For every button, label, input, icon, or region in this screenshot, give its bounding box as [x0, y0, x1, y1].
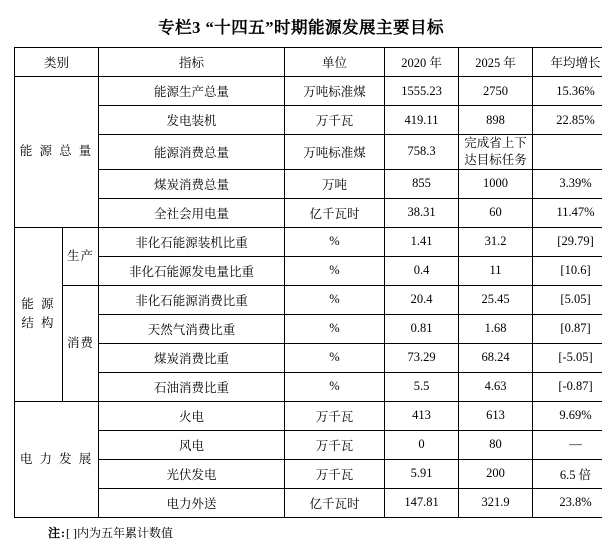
value-2025: 11 [459, 256, 533, 285]
value-2025: 25.45 [459, 285, 533, 314]
value-2020: 758.3 [385, 135, 459, 170]
indicator-label: 非化石能源消费比重 [99, 285, 285, 314]
column-header-year2025: 2025 年 [459, 48, 533, 77]
indicator-label: 非化石能源装机比重 [99, 227, 285, 256]
table-row [15, 77, 602, 106]
indicator-label: 火电 [99, 401, 285, 430]
value-growth: 3.39% [533, 169, 602, 198]
column-header-unit: 单位 [285, 48, 385, 77]
value-2025: 898 [459, 106, 533, 135]
table-row [15, 343, 602, 372]
indicator-label: 天然气消费比重 [99, 314, 285, 343]
table-row [15, 372, 602, 401]
indicator-label: 能源消费总量 [99, 135, 285, 170]
value-2025: 80 [459, 430, 533, 459]
page-title: 专栏3 “十四五”时期能源发展主要目标 [14, 14, 588, 38]
value-2025: 60 [459, 198, 533, 227]
unit-value: 万吨标准煤 [285, 135, 385, 170]
group-label-energy-total: 能 源 总 量 [15, 77, 99, 228]
value-2025: 4.63 [459, 372, 533, 401]
unit-value: 万千瓦 [285, 459, 385, 488]
value-2020: 5.91 [385, 459, 459, 488]
value-2020: 73.29 [385, 343, 459, 372]
table-row [15, 256, 602, 285]
value-2020: 855 [385, 169, 459, 198]
value-2020: 413 [385, 401, 459, 430]
indicator-label: 全社会用电量 [99, 198, 285, 227]
value-growth: 6.5 倍 [533, 459, 602, 488]
value-2020: 0.4 [385, 256, 459, 285]
value-growth: 15.36% [533, 77, 602, 106]
unit-value: % [285, 256, 385, 285]
unit-value: % [285, 372, 385, 401]
table-row [15, 285, 602, 314]
value-2025: 321.9 [459, 488, 533, 517]
indicator-label: 风电 [99, 430, 285, 459]
table-row [15, 106, 602, 135]
value-growth: 22.85% [533, 106, 602, 135]
value-growth: 23.8% [533, 488, 602, 517]
column-header-growth: 年均增长 [533, 48, 602, 77]
value-2020: 1.41 [385, 227, 459, 256]
footnote-label: 注: [48, 526, 66, 540]
table-row [15, 135, 602, 170]
value-growth: [5.05] [533, 285, 602, 314]
energy-targets-table [14, 47, 602, 518]
value-2025: 1000 [459, 169, 533, 198]
unit-value: % [285, 227, 385, 256]
unit-value: 万千瓦 [285, 430, 385, 459]
column-header-year2020: 2020 年 [385, 48, 459, 77]
unit-value: % [285, 314, 385, 343]
table-header-row [15, 48, 602, 77]
value-2025: 613 [459, 401, 533, 430]
value-2020: 0.81 [385, 314, 459, 343]
value-growth: [29.79] [533, 227, 602, 256]
value-growth [533, 135, 602, 170]
unit-value: 亿千瓦时 [285, 198, 385, 227]
indicator-label: 煤炭消费比重 [99, 343, 285, 372]
value-2020: 5.5 [385, 372, 459, 401]
indicator-label: 石油消费比重 [99, 372, 285, 401]
table-body [15, 77, 602, 518]
value-2020: 147.81 [385, 488, 459, 517]
value-growth: [-0.87] [533, 372, 602, 401]
value-growth: 9.69% [533, 401, 602, 430]
group-label-energy-structure: 能 源 结 构 [15, 227, 63, 401]
table-row [15, 169, 602, 198]
value-2020: 20.4 [385, 285, 459, 314]
table-row [15, 401, 602, 430]
value-2025: 200 [459, 459, 533, 488]
table-row [15, 198, 602, 227]
unit-value: 万千瓦 [285, 106, 385, 135]
value-growth: [0.87] [533, 314, 602, 343]
table-header [15, 48, 602, 77]
value-2025: 1.68 [459, 314, 533, 343]
value-2025: 2750 [459, 77, 533, 106]
unit-value: 万千瓦 [285, 401, 385, 430]
value-growth: [-5.05] [533, 343, 602, 372]
unit-value: 亿千瓦时 [285, 488, 385, 517]
value-2025: 68.24 [459, 343, 533, 372]
value-growth: [10.6] [533, 256, 602, 285]
indicator-label: 能源生产总量 [99, 77, 285, 106]
indicator-label: 光伏发电 [99, 459, 285, 488]
value-2025: 31.2 [459, 227, 533, 256]
table-row [15, 459, 602, 488]
value-2025: 完成省上下达目标任务 [459, 135, 533, 170]
indicator-label: 非化石能源发电量比重 [99, 256, 285, 285]
unit-value: % [285, 285, 385, 314]
unit-value: 万吨标准煤 [285, 77, 385, 106]
footnote-text: [ ]内为五年累计数值 [66, 526, 173, 540]
unit-value: 万吨 [285, 169, 385, 198]
unit-value: % [285, 343, 385, 372]
value-2020: 1555.23 [385, 77, 459, 106]
subgroup-label-production: 生产 [63, 227, 99, 285]
group-label-power-development: 电 力 发 展 [15, 401, 99, 517]
value-2020: 38.31 [385, 198, 459, 227]
indicator-label: 煤炭消费总量 [99, 169, 285, 198]
value-2020: 0 [385, 430, 459, 459]
indicator-label: 电力外送 [99, 488, 285, 517]
table-row [15, 314, 602, 343]
value-growth: 11.47% [533, 198, 602, 227]
table-row [15, 430, 602, 459]
table-footnote [14, 524, 588, 541]
column-header-indicator: 指标 [99, 48, 285, 77]
column-header-category: 类别 [15, 48, 99, 77]
value-2020: 419.11 [385, 106, 459, 135]
indicator-label: 发电装机 [99, 106, 285, 135]
subgroup-label-consumption: 消费 [63, 285, 99, 401]
value-growth: — [533, 430, 602, 459]
table-row [15, 227, 602, 256]
